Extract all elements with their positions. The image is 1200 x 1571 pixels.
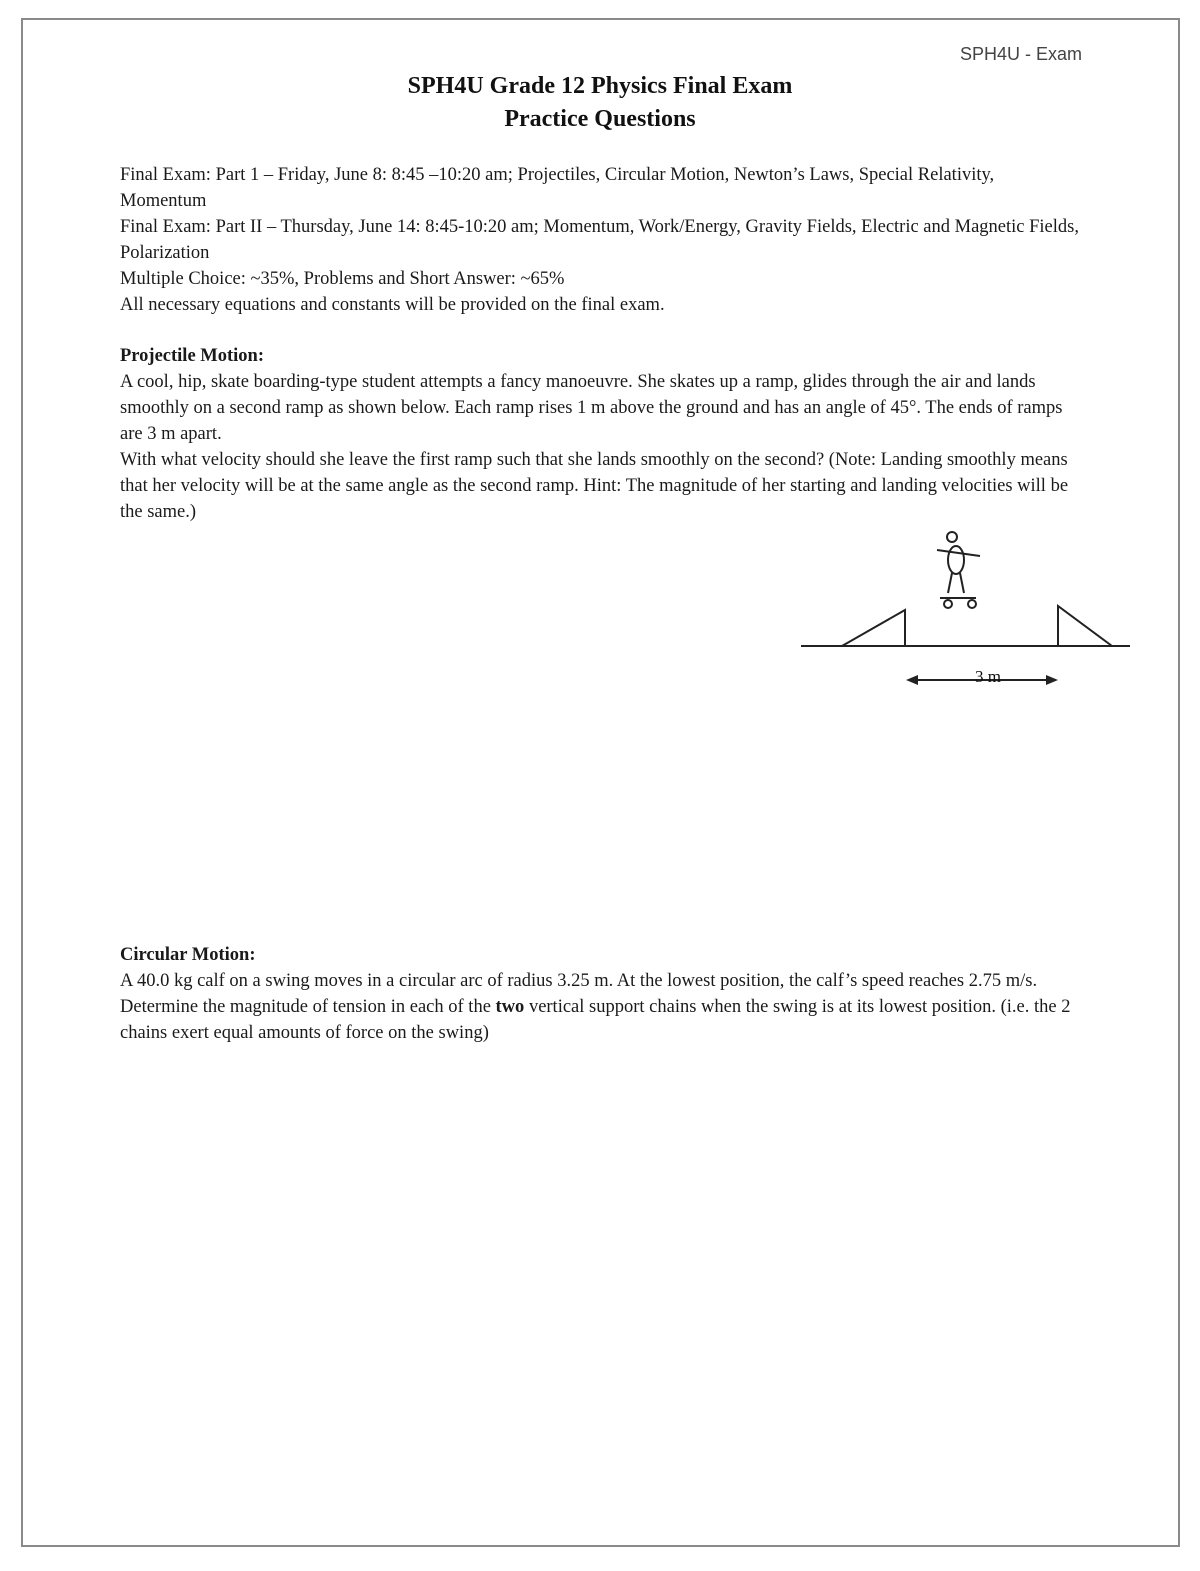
page-subtitle: Practice Questions bbox=[504, 106, 696, 132]
distance-label: 3 m bbox=[975, 667, 1001, 686]
circular-heading: Circular Motion: bbox=[120, 945, 256, 965]
exam-info-part1: Final Exam: Part 1 – Friday, June 8: 8:45 –10:20 am; Projectiles, Circular Motion, Newton’s Laws, Special Relativity, Momentum bbox=[120, 165, 995, 211]
projectile-question-part2: With what velocity should she leave the first ramp such that she lands smoothly on the second? (Note: Landing smoothly means that her velocity will be at the same angle as the second ramp. Hint: The magnitude of her starting and landing velocities will be the same.) bbox=[120, 450, 1069, 522]
circular-question-text-end: vertical support chains when the swing is at its lowest position. (i.e. the 2 chains exert equal amounts of force on the swing) bbox=[120, 997, 1071, 1043]
circular-section bbox=[120, 942, 1080, 1046]
exam-info-equations: All necessary equations and constants will be provided on the final exam. bbox=[120, 295, 665, 315]
header-tag: SPH4U - Exam bbox=[959, 44, 1082, 64]
ramp-diagram bbox=[798, 528, 1134, 696]
exam-info-part2: Final Exam: Part II – Thursday, June 14: 8:45-10:20 am; Momentum, Work/Energy, Gravity Fields, Electric and Magnetic Fields, Polarization bbox=[120, 217, 1079, 263]
exam-info bbox=[120, 162, 1080, 318]
projectile-section bbox=[120, 343, 1080, 525]
circular-question bbox=[120, 968, 1080, 1046]
projectile-heading: Projectile Motion: bbox=[120, 346, 264, 366]
page-title: SPH4U Grade 12 Physics Final Exam bbox=[407, 73, 793, 99]
first-ramp bbox=[842, 610, 905, 646]
skateboarder-figure bbox=[937, 532, 980, 608]
exam-info-weighting: Multiple Choice: ~35%, Problems and Short Answer: ~65% bbox=[120, 269, 565, 289]
second-ramp bbox=[1058, 606, 1112, 646]
circular-question-emphasis: two bbox=[495, 997, 525, 1017]
circular-question-text: A 40.0 kg calf on a swing moves in a circular arc of radius 3.25 m. At the lowest position, the calf’s speed reaches 2.75 m/s. Determine the magnitude of tension in each of the bbox=[120, 971, 1038, 1017]
projectile-question: A cool, hip, skate boarding-type student attempts a fancy manoeuvre. She skates up a ramp, glides through the air and lands smoothly on a second ramp as shown below. Each ramp rises 1 m above the ground and has an angle of 45°. The ends of ramps are 3 m apart. bbox=[120, 372, 1063, 444]
